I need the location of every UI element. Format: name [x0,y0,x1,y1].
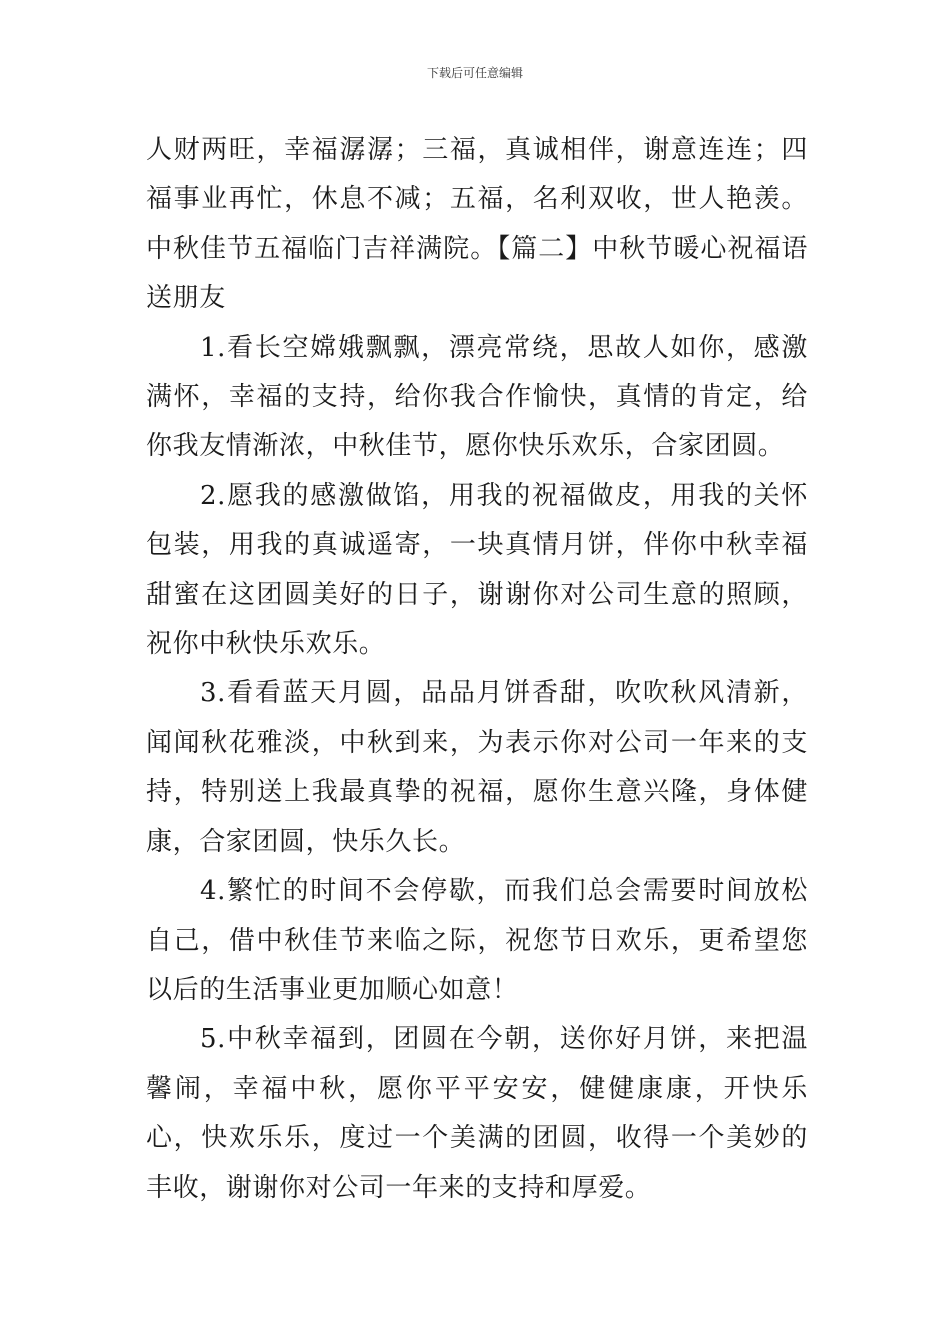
paragraph-item-1: 1.看长空嫦娥飘飘，漂亮常绕，思故人如你，感激满怀，幸福的支持，给你我合作愉快，真情的肯定，给你我友情渐浓，中秋佳节，愿你快乐欢乐，合家团圆。 [146,332,808,462]
paragraph-item-4: 4.繁忙的时间不会停歇，而我们总会需要时间放松自己，借中秋佳节来临之际，祝您节日欢乐，更希望您以后的生活事业更加顺心如意！ [146,876,808,1005]
document-body [146,126,808,1213]
paragraph-item-5: 5.中秋幸福到，团圆在今朝，送你好月饼，来把温馨闹，幸福中秋，愿你平平安安，健健康康，开快乐心，快欢乐乐，度过一个美满的团圆，收得一个美妙的丰收，谢谢你对公司一年来的支持和厚爱。 [146,1024,808,1203]
page-header-note: 下载后可任意编辑 [426,66,523,80]
paragraph-item-3: 3.看看蓝天月圆，品品月饼香甜，吹吹秋风清新，闻闻秋花雅淡，中秋到来，为表示你对公司一年来的支持，特别送上我最真挚的祝福，愿你生意兴隆，身体健康，合家团圆，快乐久长。 [146,678,808,857]
paragraph-item-2: 2.愿我的感激做馅，用我的祝福做皮，用我的关怀包装，用我的真诚遥寄，一块真情月饼，伴你中秋幸福甜蜜在这团圆美好的日子，谢谢你对公司生意的照顾，祝你中秋快乐欢乐。 [146,480,808,660]
paragraph-intro: 人财两旺，幸福潺潺；三福，真诚相伴，谢意连连；四福事业再忙，休息不减；五福，名利双收，世人艳羡。中秋佳节五福临门吉祥满院。【篇二】中秋节暖心祝福语送朋友 [146,135,808,314]
